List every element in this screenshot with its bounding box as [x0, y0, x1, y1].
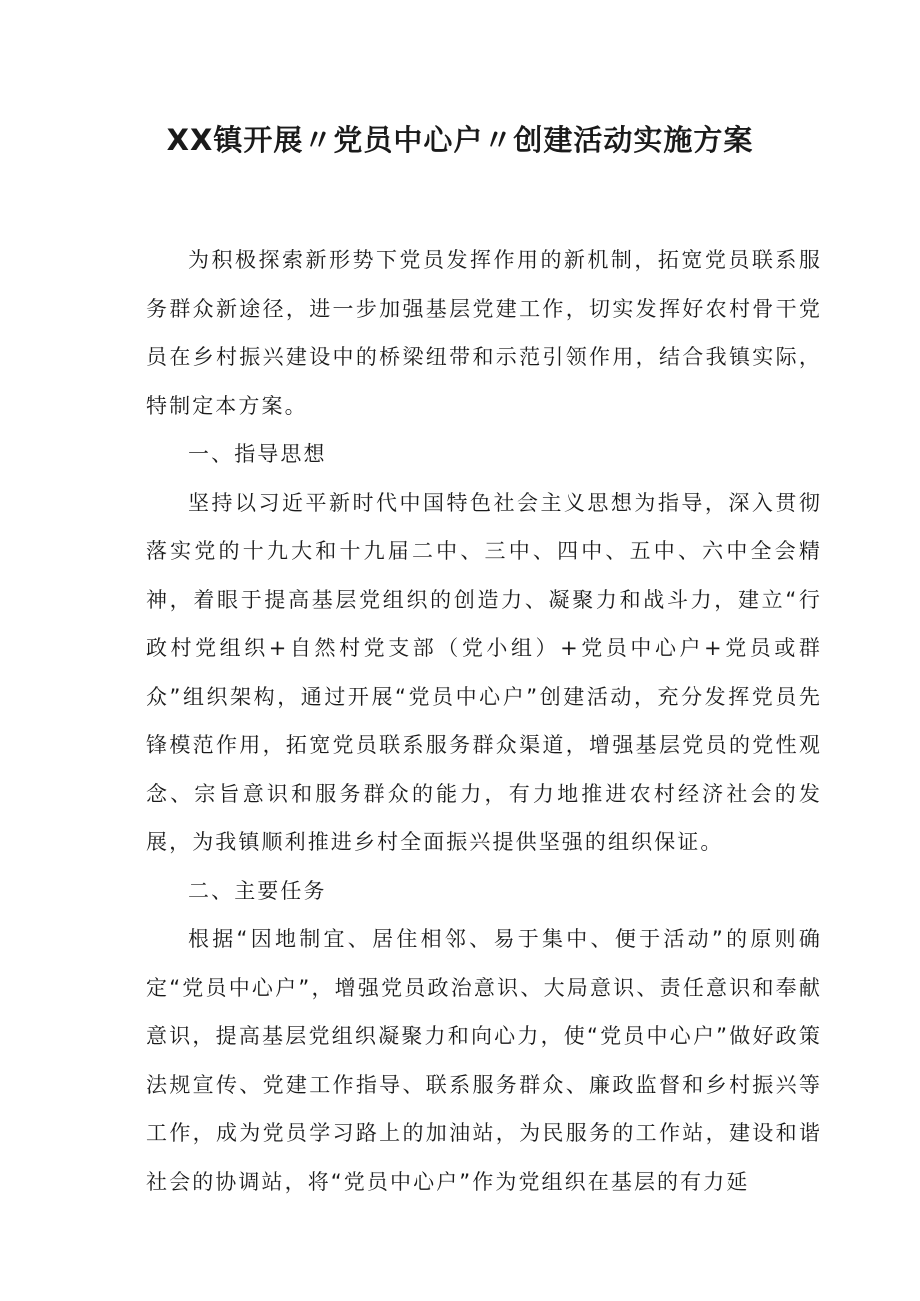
- section-heading-main-tasks: 二、主要任务: [188, 878, 327, 903]
- document-title: XX镇开展〃党员中心户〃创建活动实施方案: [166, 123, 754, 157]
- intro-paragraph: 为积极探索新形势下党员发挥作用的新机制，拓宽党员联系服务群众新途径，进一步加强基层党建工作，切实发挥好农村骨干党员在乡村振兴建设中的桥梁纽带和示范引领作用，结合我镇实际，特制定本方案。: [146, 248, 822, 418]
- document-body: [146, 236, 822, 1206]
- section-heading-guiding-ideology: 一、指导思想: [188, 442, 327, 466]
- main-tasks-paragraph: 根据“因地制宜、居住相邻、易于集中、便于活动”的原则确定“党员中心户”，增强党员政治意识、大局意识、责任意识和奉献意识，提高基层党组织凝聚力和向心力，使“党员中心户”做好政策法规宣传、党建工作指导、联系服务群众、廉政监督和乡村振兴等工作，成为党员学习路上的加油站，为民服务的工作站，建设和谐社会的协调站，将“党员中心户”作为党组织在基层的有力延: [146, 927, 822, 1194]
- guiding-ideology-paragraph: 坚持以习近平新时代中国特色社会主义思想为指导，深入贯彻落实党的十九大和十九届二中、三中、四中、五中、六中全会精神，着眼于提高基层党组织的创造力、凝聚力和战斗力，建立“行政村党组织+自然村党支部（党小组）+党员中心户+党员或群众”组织架构，通过开展“党员中心户”创建活动，充分发挥党员先锋模范作用，拓宽党员联系服务群众渠道，增强基层党员的党性观念、宗旨意识和服务群众的能力，有力地推进农村经济社会的发展，为我镇顺利推进乡村全面振兴提供坚强的组织保证。: [146, 490, 822, 854]
